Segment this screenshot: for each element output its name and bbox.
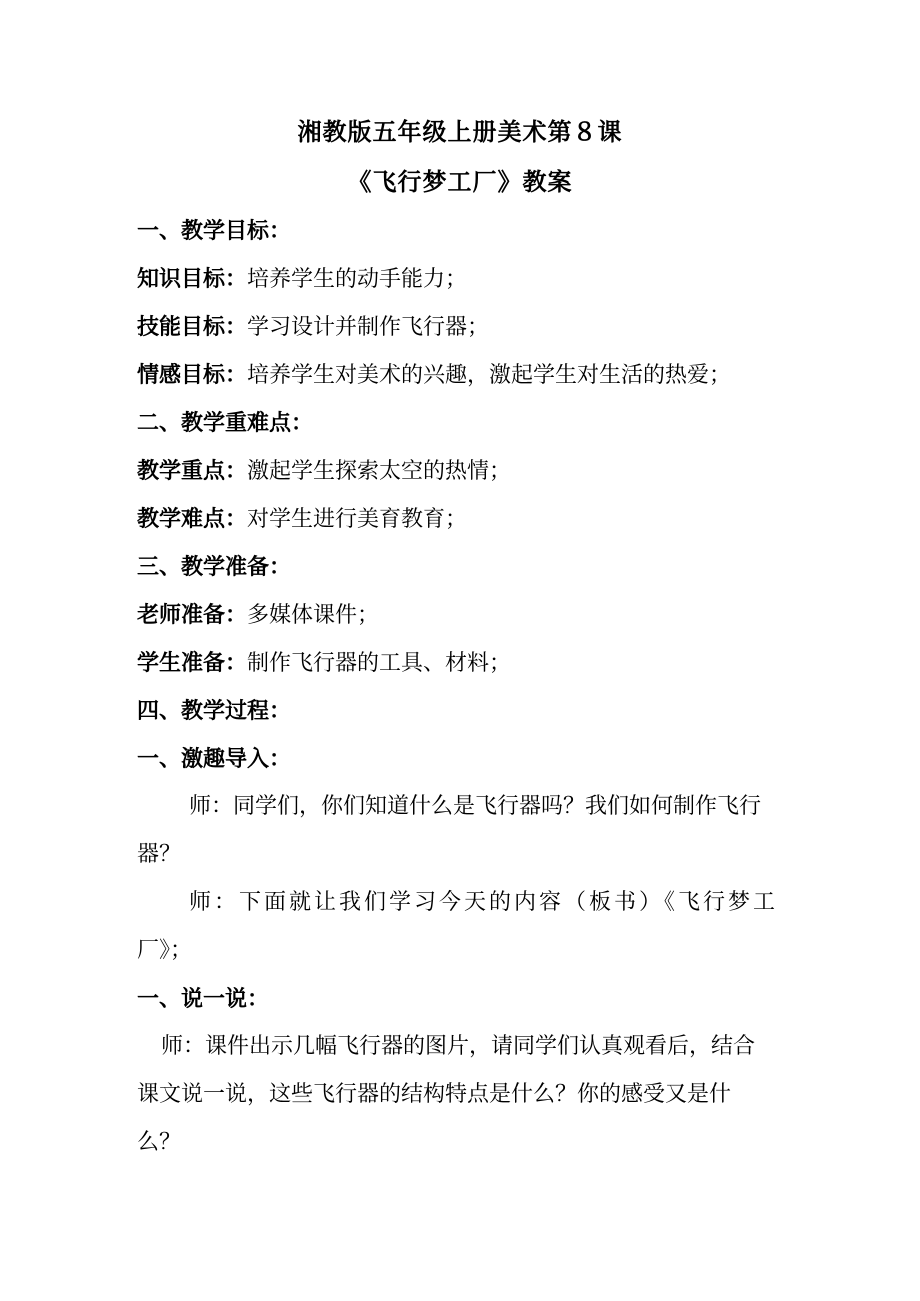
teacher-preparation-label: 老师准备： — [137, 602, 248, 628]
difficult-point — [137, 504, 787, 535]
objective-knowledge — [137, 264, 787, 295]
objective-skill-text: 学习设计并制作飞行器； — [247, 315, 490, 340]
step-heading-discussion: 一、说一说： — [137, 986, 270, 1012]
objective-skill — [137, 312, 787, 343]
section-heading-key-points: 二、教学重难点： — [137, 410, 314, 436]
objective-knowledge-text: 培养学生的动手能力； — [247, 267, 468, 292]
section-heading-preparation: 三、教学准备： — [137, 554, 292, 580]
paragraph-topic-line1: 师：下面就让我们学习今天的内容（板书）《飞行梦工 — [189, 890, 779, 915]
teacher-preparation — [137, 600, 787, 631]
key-point — [137, 456, 787, 487]
paragraph-intro-line2: 器？ — [137, 842, 182, 867]
student-preparation-label: 学生准备： — [137, 650, 248, 676]
section-heading-objectives: 一、教学目标： — [137, 218, 292, 244]
paragraph-topic-line2: 厂》； — [137, 938, 193, 963]
step-heading-introduction: 一、激趣导入： — [137, 746, 292, 772]
difficult-point-text: 对学生进行美育教育； — [247, 507, 468, 532]
objective-emotion-text: 培养学生对美术的兴趣，激起学生对生活的热爱； — [247, 363, 732, 388]
student-preparation-text: 制作飞行器的工具、材料； — [247, 651, 512, 676]
paragraph-intro-line1: 师：同学们，你们知道什么是飞行器吗？我们如何制作飞行 — [189, 794, 762, 819]
paragraph-discussion-line1: 师：课件出示几幅飞行器的图片，请同学们认真观看后，结合 — [161, 1034, 756, 1059]
doc-title-line2: 《飞行梦工厂》教案 — [347, 167, 573, 196]
objective-emotion — [137, 360, 787, 391]
paragraph-discussion-line2: 课文说一说，这些飞行器的结构特点是什么？你的感受又是什 — [137, 1082, 732, 1107]
objective-emotion-label: 情感目标： — [137, 362, 248, 388]
paragraph-discussion-line3: 么？ — [137, 1130, 182, 1155]
section-heading-process: 四、教学过程： — [137, 698, 292, 724]
objective-skill-label: 技能目标： — [137, 314, 248, 340]
key-point-text: 激起学生探索太空的热情； — [247, 459, 512, 484]
teacher-preparation-text: 多媒体课件； — [247, 603, 380, 628]
key-point-label: 教学重点： — [137, 458, 248, 484]
student-preparation — [137, 648, 787, 679]
difficult-point-label: 教学难点： — [137, 506, 248, 532]
objective-knowledge-label: 知识目标： — [137, 266, 248, 292]
doc-title-line1: 湘教版五年级上册美术第８课 — [297, 117, 623, 146]
